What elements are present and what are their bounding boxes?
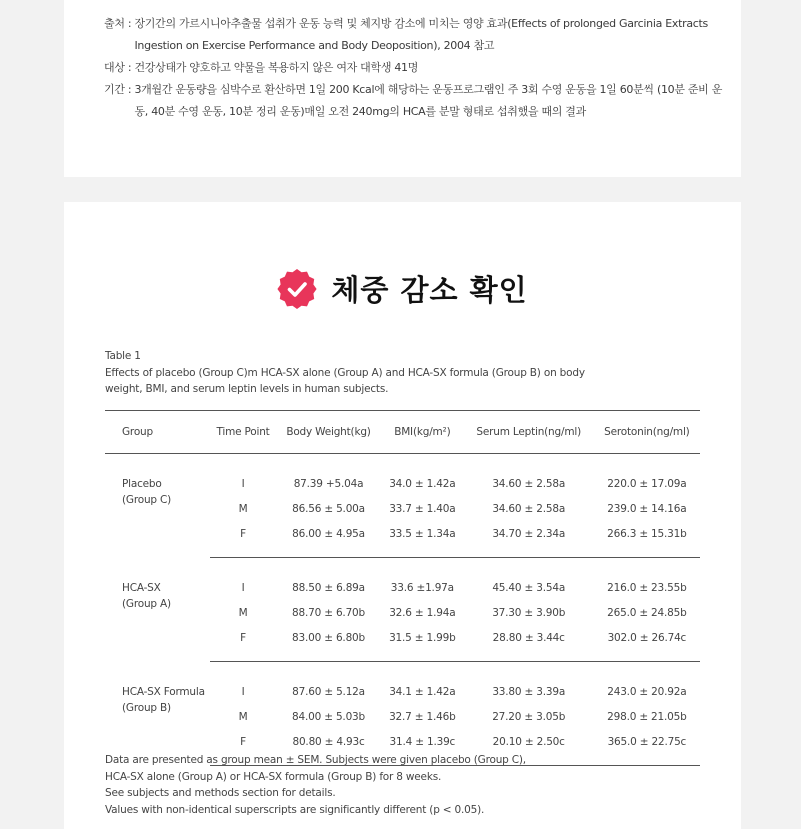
leptin-cell: 34.60 ± 2.58a	[492, 502, 566, 515]
table-row	[105, 454, 700, 497]
serotonin-cell: 265.0 ± 24.85b	[607, 606, 687, 619]
source-text: 건강상태가 양호하고 약물을 복용하지 않은 여자 대학생 41명	[134, 61, 419, 74]
note-line: Data are presented as group mean ± SEM. Subjects were given placebo (Group C),	[105, 754, 526, 766]
time-point-cell: I	[241, 581, 245, 594]
leptin-cell: 45.40 ± 3.54a	[492, 581, 566, 594]
results-table	[105, 410, 700, 766]
header-serum-leptin: Serum Leptin(ng/ml)	[464, 411, 594, 454]
serotonin-cell: 298.0 ± 21.05b	[607, 710, 687, 723]
check-badge-icon	[277, 269, 317, 309]
table-description: Effects of placebo (Group C)m HCA-SX alone (Group A) and HCA-SX formula (Group B) on body weight, BMI, and serum leptin levels in human subjects.	[105, 366, 585, 395]
time-point-cell: F	[210, 729, 276, 766]
group-name-line: (Group B)	[122, 701, 171, 714]
source-text: 장기간의 가르시니아추출물 섭취가 운동 능력 및 체지방 감소에 미치는 영양 효과(Effects of prolonged Garcinia Extracts Ingestion on Exercise Performance and Body Deoposition), 2004 참고	[134, 17, 708, 52]
source-text: 3개월간 운동량을 심박수로 환산하면 1일 200 Kcal에 해당하는 운동프로그램인 주 3회 수영 운동을 1일 60분씩 (10분 준비 운동, 40분 수영 운동, 10분 정리 운동)매일 오전 240mg의 HCA를 분말 형태로 섭취했을 때의 결과	[134, 83, 723, 118]
group-name-line: HCA-SX	[122, 581, 161, 594]
source-row-subjects	[104, 57, 724, 79]
serotonin-cell: 216.0 ± 23.55b	[607, 581, 687, 594]
source-separator: :	[124, 61, 135, 74]
body-weight-cell: 87.39 +5.04a	[293, 477, 364, 490]
source-row-period	[104, 79, 724, 123]
note-line: Values with non-identical superscripts are significantly different (p < 0.05).	[105, 803, 485, 816]
header-serotonin: Serotonin(ng/ml)	[594, 411, 700, 454]
leptin-cell: 34.60 ± 2.58a	[492, 477, 566, 490]
section-title: 체중 감소 확인	[331, 273, 528, 307]
bmi-cell: 31.5 ± 1.99b	[381, 625, 464, 662]
serotonin-cell: 266.3 ± 15.31b	[594, 521, 700, 558]
section-heading	[64, 268, 741, 309]
leptin-cell: 37.30 ± 3.90b	[492, 606, 566, 619]
time-point-cell: M	[238, 710, 248, 723]
table-row	[105, 558, 700, 601]
bmi-cell: 32.6 ± 1.94a	[389, 606, 456, 619]
leptin-cell: 33.80 ± 3.39a	[492, 685, 566, 698]
table-caption	[105, 348, 585, 398]
time-point-cell: M	[238, 502, 248, 515]
table-row	[105, 662, 700, 705]
group-name-line: Placebo	[122, 478, 162, 490]
group-name-line: (Group C)	[122, 494, 172, 506]
result-card	[64, 202, 741, 829]
group-name	[105, 558, 210, 662]
serotonin-cell: 365.0 ± 22.75c	[594, 729, 700, 766]
body-weight-cell: 88.50 ± 6.89a	[292, 581, 365, 594]
bmi-cell: 31.4 ± 1.39c	[381, 729, 464, 766]
note-line: HCA-SX alone (Group A) or HCA-SX formula (Group B) for 8 weeks.	[105, 770, 442, 783]
time-point-cell: I	[241, 685, 245, 698]
bmi-cell: 34.0 ± 1.42a	[389, 477, 456, 490]
leptin-cell: 27.20 ± 3.05b	[492, 710, 566, 723]
leptin-cell: 28.80 ± 3.44c	[464, 625, 594, 662]
header-body-weight: Body Weight(kg)	[276, 411, 381, 454]
group-name-line: HCA-SX Formula	[122, 685, 205, 698]
body-weight-cell: 86.56 ± 5.00a	[292, 502, 365, 515]
body-weight-cell: 88.70 ± 6.70b	[292, 606, 365, 619]
time-point-cell: I	[241, 477, 245, 490]
header-bmi: BMI(kg/m²)	[381, 411, 464, 454]
source-key: 대상	[104, 61, 125, 74]
bmi-cell: 33.5 ± 1.34a	[381, 521, 464, 558]
source-info	[104, 13, 724, 123]
serotonin-cell: 243.0 ± 20.92a	[607, 685, 687, 698]
note-line: See subjects and methods section for details.	[105, 787, 336, 799]
body-weight-cell: 80.80 ± 4.93c	[276, 729, 381, 766]
time-point-cell: F	[210, 521, 276, 558]
serotonin-cell: 220.0 ± 17.09a	[607, 477, 687, 490]
group-name	[105, 454, 210, 558]
source-key: 기간	[104, 83, 125, 96]
time-point-cell: F	[210, 625, 276, 662]
source-separator: :	[124, 83, 135, 96]
table-header-row	[105, 411, 700, 454]
source-row-reference	[104, 13, 724, 57]
body-weight-cell: 84.00 ± 5.03b	[292, 710, 365, 723]
serotonin-cell: 302.0 ± 26.74c	[594, 625, 700, 662]
source-card	[64, 0, 741, 177]
body-weight-cell: 83.00 ± 6.80b	[276, 625, 381, 662]
group-name	[105, 662, 210, 766]
time-point-cell: M	[238, 606, 248, 619]
table-label: Table 1	[105, 350, 141, 362]
body-weight-cell: 87.60 ± 5.12a	[292, 685, 365, 698]
leptin-cell: 34.70 ± 2.34a	[464, 521, 594, 558]
header-time-point: Time Point	[210, 411, 276, 454]
bmi-cell: 34.1 ± 1.42a	[389, 685, 456, 698]
body-weight-cell: 86.00 ± 4.95a	[276, 521, 381, 558]
table-notes	[105, 752, 625, 818]
serotonin-cell: 239.0 ± 14.16a	[607, 502, 687, 515]
source-key: 출처	[104, 17, 125, 30]
bmi-cell: 33.6 ±1.97a	[390, 581, 454, 594]
source-separator: :	[124, 17, 135, 30]
leptin-cell: 20.10 ± 2.50c	[464, 729, 594, 766]
bmi-cell: 32.7 ± 1.46b	[389, 710, 456, 723]
header-group: Group	[105, 411, 210, 454]
bmi-cell: 33.7 ± 1.40a	[389, 502, 456, 515]
group-name-line: (Group A)	[122, 597, 171, 610]
